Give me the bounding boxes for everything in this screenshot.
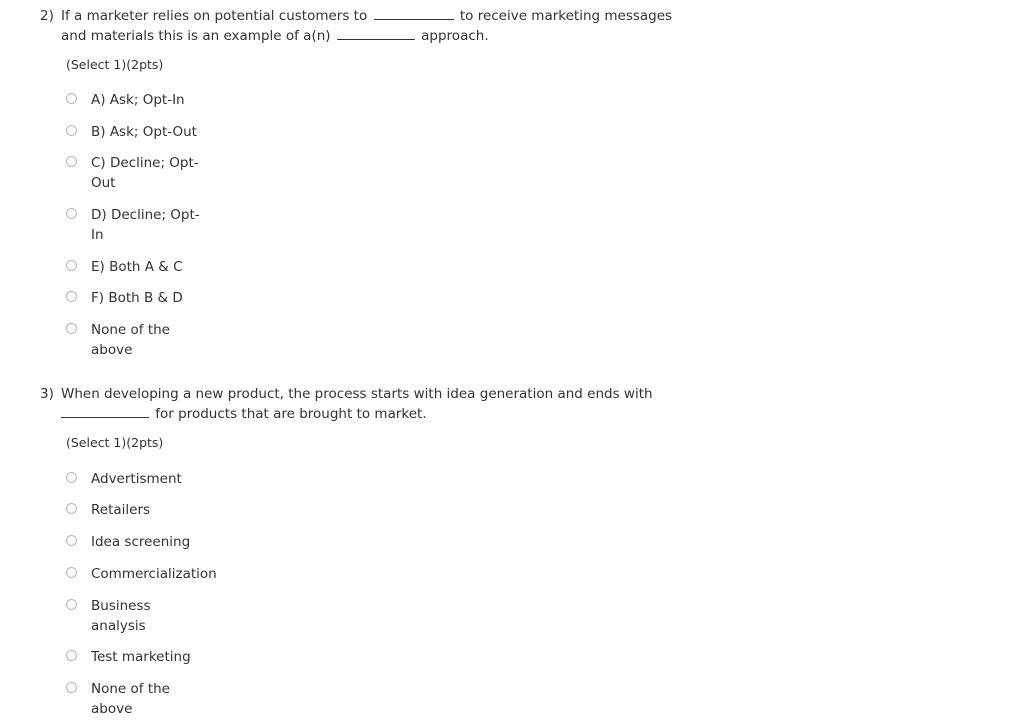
- radio-button[interactable]: [66, 472, 77, 483]
- answer-blank: [61, 416, 149, 418]
- option-commercialization[interactable]: [66, 564, 217, 584]
- option-label: Commercialization: [91, 566, 217, 582]
- select-instruction: (Select 1)(2pts): [66, 435, 164, 450]
- radio-button[interactable]: [66, 323, 77, 334]
- question-number: 3): [40, 386, 54, 402]
- option-a[interactable]: [66, 90, 185, 110]
- option-label: E) Both A & C: [91, 259, 183, 275]
- option-advertisment[interactable]: [66, 469, 182, 489]
- option-business-analysis[interactable]: [66, 596, 151, 636]
- option-idea-screening[interactable]: [66, 532, 190, 552]
- option-label: Business analysis: [91, 598, 151, 634]
- radio-button[interactable]: [66, 567, 77, 578]
- radio-button[interactable]: [66, 682, 77, 693]
- option-label: None of the above: [91, 681, 170, 717]
- radio-button[interactable]: [66, 599, 77, 610]
- radio-button[interactable]: [66, 503, 77, 514]
- radio-button[interactable]: [66, 650, 77, 661]
- option-b[interactable]: [66, 122, 197, 142]
- option-label: F) Both B & D: [91, 290, 183, 306]
- radio-button[interactable]: [66, 260, 77, 271]
- question-text: When developing a new product, the process starts with idea generation and ends with for products that are brought to market.: [61, 386, 653, 422]
- option-e[interactable]: [66, 257, 183, 277]
- option-test-marketing[interactable]: [66, 647, 191, 667]
- option-none[interactable]: [66, 679, 170, 719]
- question-number: 2): [40, 8, 54, 24]
- option-label: A) Ask; Opt-In: [91, 92, 185, 108]
- option-label: D) Decline; Opt- In: [91, 207, 200, 243]
- option-none[interactable]: [66, 320, 170, 360]
- radio-button[interactable]: [66, 208, 77, 219]
- question-text: If a marketer relies on potential customers to to receive marketing messages and materials this is an example of a(n) approach.: [61, 8, 673, 44]
- option-label: Idea screening: [91, 534, 191, 550]
- option-label: None of the above: [91, 322, 170, 358]
- radio-button[interactable]: [66, 156, 77, 167]
- answer-blank: [337, 38, 415, 40]
- option-label: Advertisment: [91, 471, 182, 487]
- option-retailers[interactable]: [66, 500, 150, 520]
- radio-button[interactable]: [66, 93, 77, 104]
- option-d[interactable]: [66, 205, 200, 245]
- radio-button[interactable]: [66, 535, 77, 546]
- option-label: Test marketing: [91, 649, 191, 665]
- option-f[interactable]: [66, 288, 183, 308]
- option-label: Retailers: [91, 502, 151, 518]
- option-c[interactable]: [66, 153, 199, 193]
- select-instruction: (Select 1)(2pts): [66, 57, 164, 72]
- radio-button[interactable]: [66, 291, 77, 302]
- option-label: B) Ask; Opt-Out: [91, 124, 197, 140]
- radio-button[interactable]: [66, 125, 77, 136]
- answer-blank: [374, 18, 454, 20]
- option-label: C) Decline; Opt- Out: [91, 155, 199, 191]
